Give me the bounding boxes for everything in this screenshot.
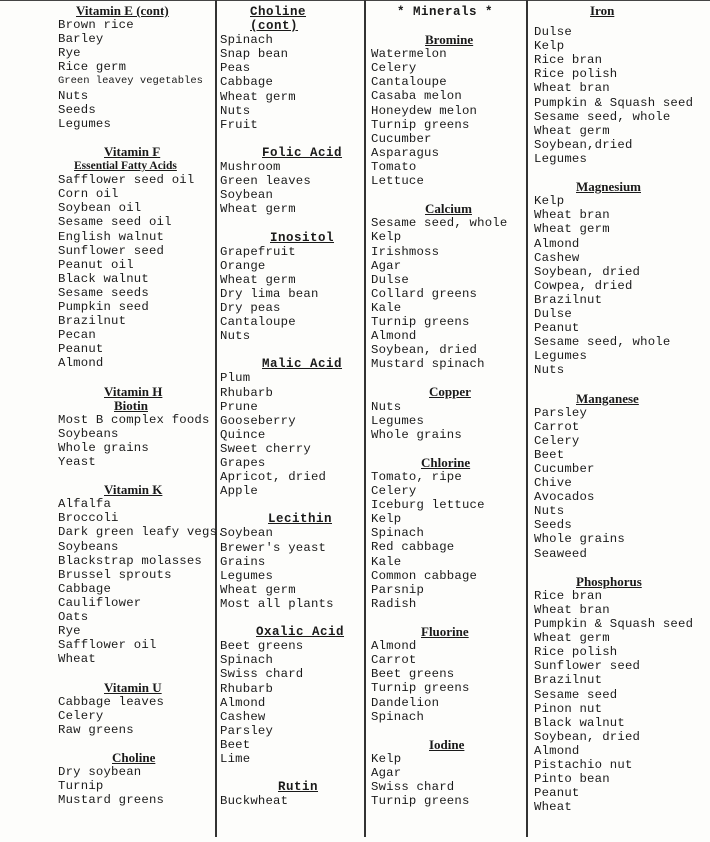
list-item: Rice bran [534,588,603,603]
list-item: Green leavey vegetables [58,75,203,88]
list-item: Peanut [534,321,580,336]
list-item: Nuts [534,363,565,378]
column-divider-2 [364,0,366,837]
food-list [371,470,524,611]
section-manganese [534,392,708,561]
list-item: English walnut [58,229,165,244]
list-item: Spinach [220,653,274,668]
list-item: Seeds [534,518,572,533]
list-item: Seeds [58,102,96,117]
spacer [58,131,213,145]
list-item: Carrot [371,653,417,668]
list-item: Pumpkin & Squash seed [534,95,694,110]
list-item: Soybean, dried [534,264,641,279]
spacer [371,188,524,202]
list-item: Gooseberry [220,413,296,428]
spacer [220,611,362,625]
section-title: Iodine [429,736,465,752]
spacer [220,216,362,230]
section-vitamin-e-cont [58,4,213,131]
list-item: Peas [220,61,251,76]
list-item: Black walnut [534,715,625,730]
spacer [534,377,708,391]
section-calcium [371,202,524,371]
list-item: Cabbage [58,581,112,596]
list-item: Wheat germ [220,202,296,217]
list-item: Pumpkin & Squash seed [534,617,694,632]
list-item: Parsley [220,723,274,738]
list-item: Almond [220,695,266,710]
list-item: Tomato [371,159,417,174]
list-item: Parsley [534,405,588,420]
section-bromine [371,33,524,188]
list-item: Plum [220,371,251,386]
section-choline [58,751,213,807]
list-item: Rice bran [534,53,603,68]
list-item: Almond [534,236,580,251]
section-choline-cont [220,5,362,132]
list-item: Lettuce [371,174,425,189]
list-item: Radish [371,596,417,611]
section-title: Inositol [270,230,335,245]
list-item: Wheat germ [534,123,610,138]
spacer [58,666,213,680]
section-title: Vitamin F [104,143,161,159]
list-item: Celery [371,484,417,499]
food-list [534,589,708,815]
list-item: Nuts [58,88,89,103]
list-item: Spinach [371,709,425,724]
list-item: Rhubarb [220,681,274,696]
list-item: Pistachio nut [534,757,633,772]
list-item: Spinach [371,526,425,541]
food-list [534,406,708,561]
list-item: Lime [220,751,251,766]
list-item: Soybeans [58,539,119,554]
list-item: Alfalfa [58,497,112,512]
list-item: Kelp [371,512,402,527]
list-item: Rye [58,624,81,639]
list-item: Irishmoss [371,244,440,259]
list-item: Cantaloupe [220,315,296,330]
food-list [371,47,524,188]
list-item: Watermelon [371,47,447,62]
list-item: Sesame seed, whole [534,109,671,124]
list-item: Buckwheat [220,794,289,809]
list-item: Dandelion [371,695,440,710]
list-item: Cashew [220,709,266,724]
list-item: Wheat germ [220,89,296,104]
list-item: Kale [371,300,402,315]
list-item: Whole grains [58,440,149,455]
list-item: Common cabbage [371,568,478,583]
list-item: Wheat germ [534,631,610,646]
section-fluorine [371,625,524,724]
list-item: Nuts [371,399,402,414]
list-item: Prune [220,399,258,414]
section-phosphorus [534,575,708,815]
section-oxalic-acid [220,625,362,766]
list-item: Beet greens [371,667,455,682]
list-item: Black walnut [58,271,149,286]
section-vitamin-k [58,482,225,667]
spacer [371,724,524,738]
list-item: Dulse [371,272,409,287]
section-title: Fluorine [421,624,469,640]
list-item: Celery [371,61,417,76]
list-item: Spinach [220,33,274,48]
list-item: Legumes [371,413,425,428]
list-item: Cucumber [371,131,432,146]
list-item: Pinon nut [534,701,603,716]
section-title: Choline [112,749,156,765]
spacer [220,132,362,146]
list-item: Soybean,dried [534,137,633,152]
list-item: Brewer's yeast [220,540,327,555]
list-item: Almond [534,743,580,758]
list-item: Swiss chard [220,667,304,682]
column-minerals-1 [371,5,524,842]
section-title: Vitamin K [104,482,163,498]
spacer [220,498,362,512]
list-item: Quince [220,427,266,442]
list-item: Casaba melon [371,89,462,104]
spacer [58,469,213,483]
list-item: Grapes [220,456,266,470]
list-item: Pinto bean [534,772,610,787]
section-title: Folic Acid [262,145,343,160]
list-item: Honeydew melon [371,103,478,118]
spacer [58,370,213,384]
list-item: Corn oil [58,187,119,202]
list-item: Celery [534,433,580,448]
section-title: Calcium [425,201,472,217]
list-item: Mustard greens [58,793,165,808]
section-title: Malic Acid [262,357,343,372]
list-item: Legumes [58,116,112,131]
section-vitamin-f [58,145,213,371]
list-item: Wheat bran [534,602,610,617]
list-item: Brown rice [58,18,134,33]
section-copper [371,385,524,441]
list-item: Peanut [58,342,104,357]
food-list [58,413,213,469]
list-item: Safflower seed oil [58,173,195,188]
list-item: Dry soybean [58,765,142,780]
list-item: Turnip greens [371,681,470,696]
list-item: Cantaloupe [371,75,447,90]
list-item: Cashew [534,250,580,265]
list-item: Grapefruit [220,244,296,259]
list-item: Peanut [534,786,580,801]
spacer [58,737,213,751]
list-item: Safflower oil [58,638,157,653]
list-item: Dark green leafy vegs. [58,525,225,540]
column-vitamins-2 [220,5,362,842]
list-item: Wheat bran [534,208,610,223]
section-title: Choline (cont) [250,5,307,34]
list-item: Wheat [534,800,572,815]
list-item: Almond [371,329,417,344]
list-item: Snap bean [220,47,289,62]
section-chlorine [371,456,524,611]
list-item: Kelp [534,39,565,54]
list-item: Wheat [58,652,96,667]
spacer [220,766,362,780]
list-item: Peanut oil [58,257,134,272]
list-item: Turnip greens [371,117,470,132]
list-item: Blackstrap molasses [58,553,203,568]
food-list [58,695,213,737]
list-item: Yeast [58,455,96,469]
list-item: Apple [220,484,258,499]
spacer [220,343,362,357]
list-item: Rhubarb [220,385,274,400]
list-item: Most B complex foods [58,412,210,427]
spacer [371,611,524,625]
list-item: Sunflower seed [534,659,641,674]
list-item: Sweet cherry [220,441,311,456]
list-item: Sesame seeds [58,285,149,300]
list-item: Mustard spinach [371,357,485,372]
section-title: Iron [590,3,615,18]
food-list [58,173,213,370]
food-list [220,371,362,498]
list-item: Turnip greens [371,794,470,809]
list-item: Nuts [220,103,251,118]
list-item: Legumes [220,568,274,583]
list-item: Nuts [220,329,251,344]
food-list [371,752,524,808]
column-minerals-2 [534,4,708,841]
list-item: Rice polish [534,67,618,82]
food-list [534,25,708,166]
section-title: Chlorine [421,454,471,470]
list-item: Whole grains [534,532,625,547]
list-item: Rice germ [58,60,127,75]
spacer [534,18,708,25]
list-item: Sesame seed, whole [371,216,508,231]
list-item: Avocados [534,490,595,505]
list-item: Collard greens [371,286,478,301]
list-item: Most all plants [220,596,334,611]
list-item: Swiss chard [371,780,455,795]
list-item: Whole grains [371,427,462,442]
food-list [220,33,362,132]
list-item: Brazilnut [534,292,603,307]
food-list [58,497,225,667]
list-item: Dry peas [220,300,281,315]
section-magnesium [534,180,708,377]
section-rutin [220,780,362,808]
spacer [371,371,524,385]
list-item: Kelp [371,230,402,245]
list-item: Red cabbage [371,540,455,555]
list-item: Asparagus [371,145,440,160]
section-title: Copper [429,384,471,400]
list-item: Nuts [534,504,565,519]
section-vitamin-u [58,681,213,737]
list-item: Rye [58,46,81,61]
list-item: Celery [58,708,104,723]
list-item: Tomato, ripe [371,470,462,484]
section-inositol [220,231,362,344]
list-item: Kelp [371,751,402,766]
list-item: Agar [371,258,402,273]
section-title: Vitamin U [104,679,162,695]
column-divider-1 [215,0,217,837]
list-item: Iceburg lettuce [371,498,485,513]
list-item: Beet [220,737,251,752]
list-item: Beet [534,447,565,462]
list-item: Apricot, dried [220,470,327,485]
list-item: Soybean oil [58,201,142,216]
list-item: Grains [220,554,266,569]
food-list [220,160,362,216]
section-title: Phosphorus [576,573,642,589]
section-title: Bromine [425,32,474,48]
list-item: Barley [58,32,104,47]
food-list [220,639,362,766]
list-item: Brussel sprouts [58,567,172,582]
list-item: Cucumber [534,462,595,476]
spacer [371,442,524,456]
list-item: Dulse [534,25,572,40]
list-item: Brazilnut [534,673,603,688]
list-item: Kale [371,554,402,569]
food-list [58,18,213,131]
food-list [371,639,524,724]
list-item: Soybean, dried [371,343,478,358]
list-item: Pumpkin seed [58,299,149,314]
list-item: Soybean [220,526,274,541]
section-subtitle: Biotin [114,397,148,413]
list-item: Dry lima bean [220,286,319,301]
list-item: Almond [371,639,417,654]
list-item: Carrot [534,419,580,434]
list-item: Seaweed [534,546,588,561]
list-item: Sesame seed [534,687,618,702]
food-list [58,765,213,807]
section-title: Oxalic Acid [256,625,345,640]
list-item: Rice polish [534,645,618,660]
column-vitamins-1 [58,3,225,841]
food-list [371,400,524,442]
section-title: Manganese [576,390,639,406]
list-item: Almond [58,356,104,371]
list-item: Wheat bran [534,81,610,96]
section-lecithin [220,512,362,611]
top-border [0,0,710,1]
list-item: Soybean [220,188,274,203]
list-item: Cabbage [220,75,274,90]
section-title: Vitamin H [104,383,163,399]
section-folic-acid [220,146,362,216]
list-item: Parsnip [371,582,425,597]
list-item: Legumes [534,151,588,166]
list-item: Mushroom [220,160,281,175]
list-item: Cabbage leaves [58,694,165,709]
list-item: Beet greens [220,639,304,654]
list-item: Legumes [534,349,588,364]
list-item: Soybean, dried [534,729,641,744]
list-item: Dulse [534,306,572,321]
food-list [220,245,362,344]
list-item: Oats [58,610,89,625]
minerals-header: * Minerals * [397,5,494,19]
list-item: Cauliflower [58,595,142,610]
list-item: Turnip greens [371,314,470,329]
food-list [534,194,708,377]
list-item: Pecan [58,328,96,343]
list-item: Sunflower seed [58,243,165,258]
column-divider-3 [526,0,528,837]
list-item: Kelp [534,194,565,209]
section-title: Magnesium [576,179,641,195]
list-item: Wheat germ [220,272,296,287]
section-iodine [371,738,524,808]
section-title: Lecithin [268,512,333,527]
list-item: Raw greens [58,722,134,737]
food-list [220,526,362,611]
list-item: Brazilnut [58,314,127,329]
section-iron [534,4,708,166]
section-vitamin-h [58,385,213,470]
list-item: Orange [220,258,266,273]
section-title: Vitamin E (cont) [76,3,169,18]
list-item: Chive [534,476,572,491]
food-list [220,794,362,808]
list-item: Agar [371,765,402,780]
list-item: Sesame seed, whole [534,335,671,350]
list-item: Soybeans [58,426,119,441]
list-item: Turnip [58,779,104,794]
list-item: Green leaves [220,174,311,189]
list-item: Fruit [220,117,258,132]
section-subtitle: Essential Fatty Acids [74,160,177,173]
section-title: Rutin [278,780,319,795]
list-item: Cowpea, dried [534,278,633,293]
food-list [371,216,524,371]
spacer [534,561,708,575]
spacer [534,166,708,180]
list-item: Sesame seed oil [58,215,172,230]
list-item: Wheat germ [534,222,610,237]
list-item: Broccoli [58,511,119,526]
list-item: Wheat germ [220,582,296,597]
section-malic-acid [220,357,362,498]
